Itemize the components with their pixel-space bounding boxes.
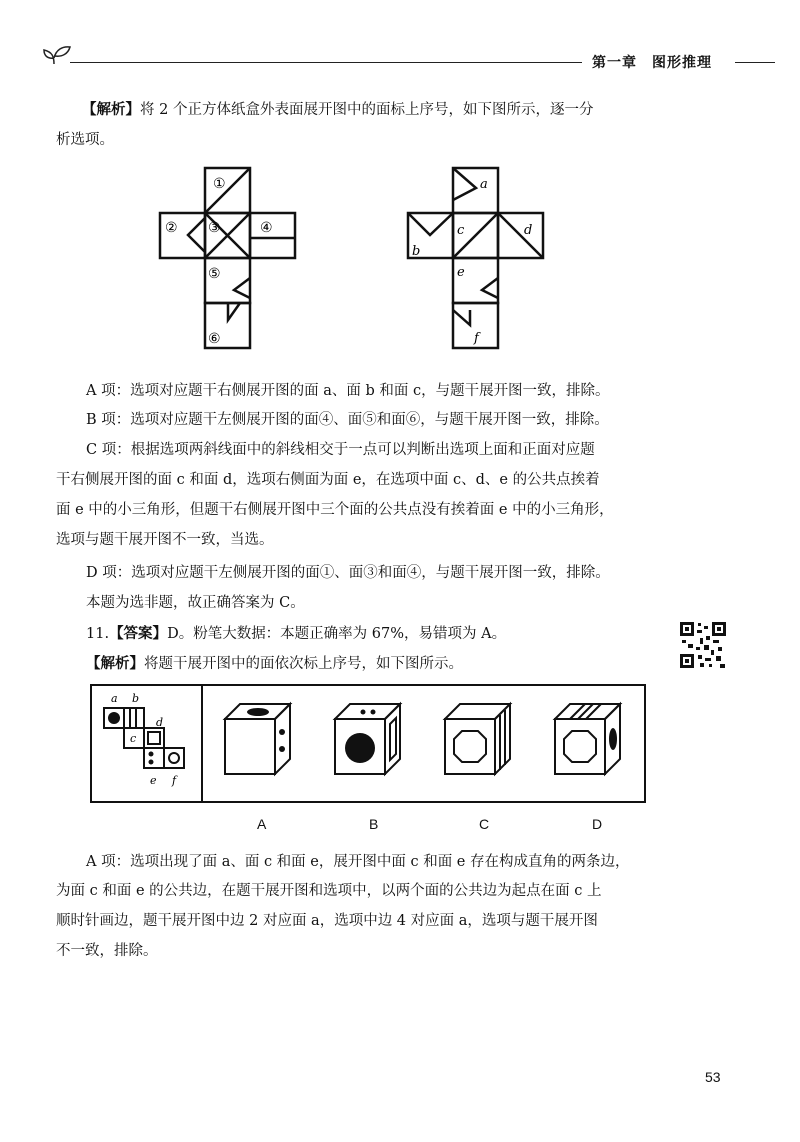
option-label-d: D: [592, 816, 603, 832]
face-label-1: ①: [213, 176, 226, 192]
analysis-line-2: 析选项。: [56, 132, 114, 148]
q11-net-label-a: a: [111, 692, 118, 705]
face-label-e: e: [457, 265, 465, 280]
q11-analysis-text: 将题干展开图中的面依次标上序号，如下图所示。: [144, 656, 463, 672]
analysis-paragraph-1: [82, 100, 593, 120]
option-c-analysis-1: C 项：根据选项两斜线面中的斜线相交于一点可以判断出选项上面和正面对应题: [86, 442, 595, 458]
face-label-3: ③: [208, 220, 221, 236]
q11-figure: [90, 684, 646, 804]
face-label-4: ④: [260, 220, 273, 236]
header-rule-right: [735, 62, 775, 63]
face-label-f: f: [474, 331, 479, 346]
q11-net-label-b: b: [132, 692, 140, 705]
q11-a-analysis-3: 顺时针画边，题干展开图中边 2 对应面 a，选项中边 4 对应面 a，选项与题干展开图: [56, 913, 598, 929]
conclusion: 本题为选非题，故正确答案为 C。: [86, 595, 305, 611]
option-label-a: A: [257, 816, 267, 832]
analysis-line-1: 将 2 个正方体纸盒外表面展开图中的面标上序号，如下图所示，逐一分: [140, 102, 594, 118]
face-label-5: ⑤: [208, 266, 221, 282]
cube-net-left: [150, 160, 310, 360]
option-label-b: B: [369, 816, 379, 832]
q11-net-label-d: d: [156, 716, 164, 729]
q11-a-analysis-1: A 项：选项出现了面 a、面 c 和面 e，展开图中面 c 和面 e 存在构成直角的两条边，: [86, 854, 630, 870]
face-label-b: b: [412, 244, 421, 259]
sprout-logo-icon: [38, 40, 72, 66]
header-rule-left: [70, 62, 582, 63]
face-label-c: c: [457, 223, 465, 238]
q11-analysis-tag: 【解析】: [86, 655, 144, 672]
option-a-analysis: A 项：选项对应题干右侧展开图的面 a、面 b 和面 c，与题干展开图一致，排除。: [86, 383, 610, 399]
option-label-c: C: [479, 816, 490, 832]
q11-number: 11.: [86, 626, 110, 642]
q11-a-analysis-4: 不一致，排除。: [56, 943, 158, 959]
q11-answer-tag: 【答案】: [109, 625, 168, 642]
q11-analysis: [86, 654, 463, 674]
face-label-6: ⑥: [208, 331, 221, 347]
q11-net-label-e: e: [150, 774, 157, 787]
option-c-analysis-4: 选项与题干展开图不一致，当选。: [56, 532, 274, 548]
cube-net-right: [398, 160, 558, 360]
q11-net-label-c: c: [130, 732, 137, 745]
q11-net-label-f: f: [172, 774, 177, 787]
page-number: 53: [705, 1069, 721, 1085]
q11-answer-text: D。粉笔大数据：本题正确率为 67%，易错项为 A。: [167, 626, 507, 642]
option-d-analysis: D 项：选项对应题干左侧展开图的面①、面③和面④，与题干展开图一致，排除。: [86, 565, 610, 581]
face-label-2: ②: [165, 220, 178, 236]
option-c-analysis-3: 面 e 中的小三角形，但题干右侧展开图中三个面的公共点没有挨着面 e 中的小三角形，: [56, 502, 614, 518]
q11-a-analysis-2: 为面 c 和面 e 的公共边，在题干展开图和选项中，以两个面的公共边为起点在面 c 上: [56, 883, 602, 899]
face-label-a: a: [480, 177, 488, 192]
option-b-analysis: B 项：选项对应题干左侧展开图的面④、面⑤和面⑥，与题干展开图一致，排除。: [86, 412, 609, 428]
option-c-analysis-2: 干右侧展开图的面 c 和面 d，选项右侧面为面 e，在选项中面 c、d、e 的公共点挨着: [56, 472, 600, 488]
q11-answer: [86, 624, 506, 644]
qr-code-icon[interactable]: [678, 620, 728, 670]
chapter-title: 第一章 图形推理: [592, 55, 712, 71]
face-label-d: d: [524, 223, 533, 238]
analysis-tag: 【解析】: [82, 101, 140, 118]
